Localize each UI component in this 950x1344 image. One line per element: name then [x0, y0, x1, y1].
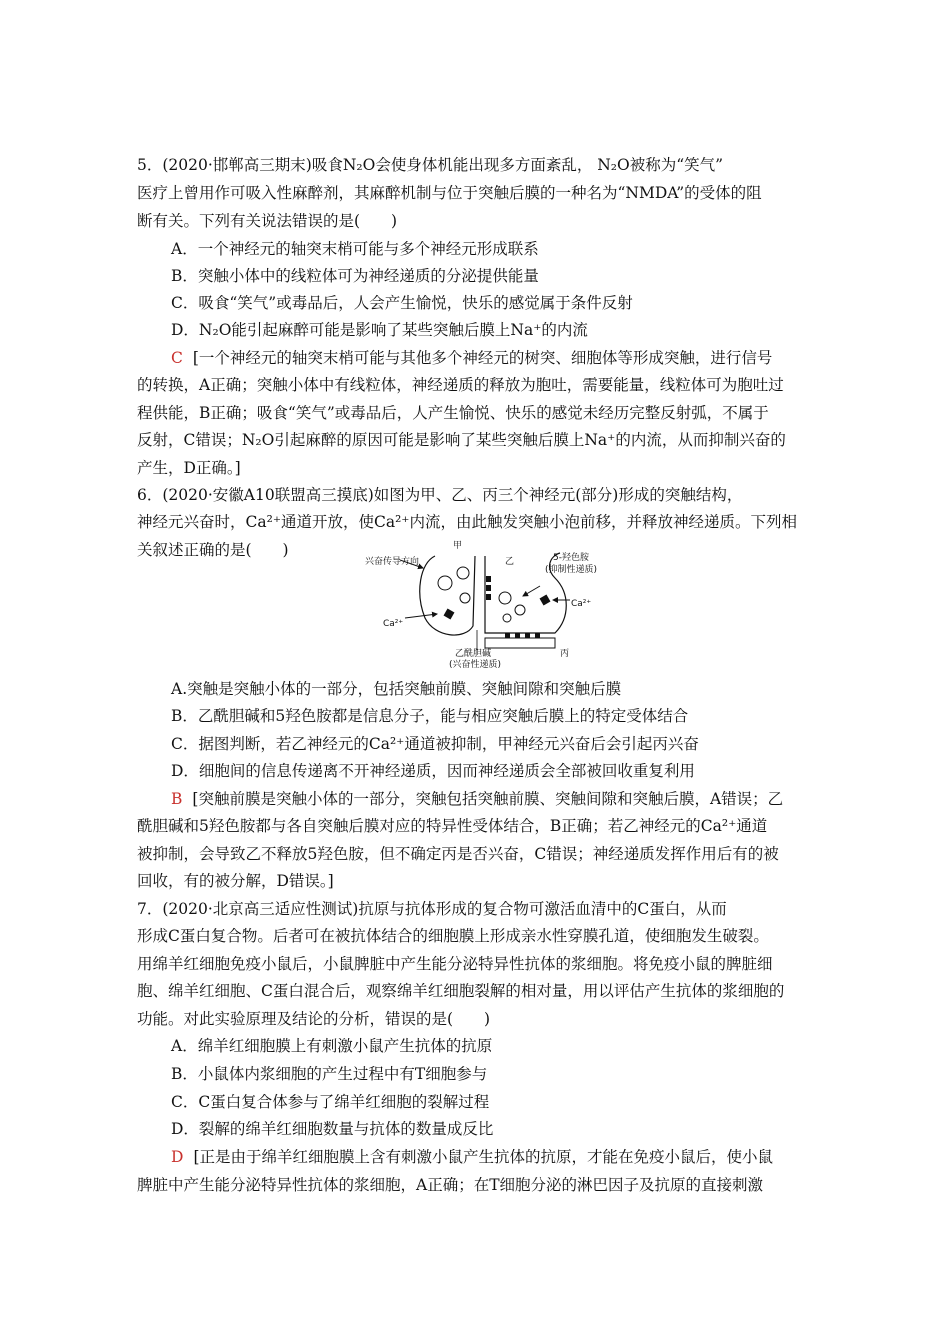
q7-answer-letter: D — [171, 1148, 184, 1166]
label-direction: 兴奋传导方向 — [365, 557, 420, 567]
q7-option-d: D．裂解的绵羊红细胞数量与抗体的数量成反比 — [171, 1120, 494, 1138]
label-ca-left: Ca²⁺ — [383, 619, 404, 629]
q6-answer-letter: B — [171, 790, 183, 808]
vesicle — [438, 576, 452, 590]
q6-option-b: B．乙酰胆碱和5羟色胺都是信息分子，能与相应突触后膜上的特定受体结合 — [171, 707, 689, 725]
q6-explanation: [突触前膜是突触小体的一部分，突触包括突触前膜、突触间隙和突触后膜，A错误；乙 — [192, 790, 784, 808]
receptor — [515, 633, 520, 638]
receptor — [525, 633, 530, 638]
label-bing: 丙 — [560, 649, 570, 659]
q7-stem-line: 功能。对此实验原理及结论的分析，错误的是( ) — [137, 1010, 491, 1028]
receptor — [486, 576, 491, 582]
q6-answer-line — [171, 789, 861, 809]
q5-option-d: D．N₂O能引起麻醉可能是影响了某些突触后膜上Na⁺的内流 — [171, 321, 588, 339]
q5-explanation-line: 的转换，A正确；突触小体中有线粒体，神经递质的释放为胞吐，需要能量，线粒体可为胞吐过 — [137, 376, 784, 394]
receptor — [505, 633, 510, 638]
receptor — [486, 594, 491, 600]
label-yi: 乙 — [505, 557, 515, 567]
q5-option-b: B．突触小体中的线粒体可为神经递质的分泌提供能量 — [171, 267, 539, 285]
q7-stem-line: 7．(2020·北京高三适应性测试)抗原与抗体形成的复合物可激活血清中的C蛋白，从而 — [137, 900, 727, 918]
ca-arrow-left — [405, 614, 437, 618]
q6-stem-line: 6．(2020·安徽A10联盟高三摸底)如图为甲、乙、丙三个神经元(部分)形成的突触结构， — [137, 486, 743, 504]
q7-option-c: C．C蛋白复合体参与了绵羊红细胞的裂解过程 — [171, 1093, 490, 1111]
label-ach: 乙酰胆碱 — [455, 649, 492, 659]
label-ca-right: Ca²⁺ — [571, 599, 592, 609]
q5-explanation-line: 产生，D正确。] — [137, 459, 241, 477]
q5-explanation: [一个神经元的轴突末梢可能与其他多个神经元的树突、细胞体等形成突触，进行信号 — [192, 349, 773, 367]
receptor — [486, 585, 491, 591]
q5-explanation-line: 反射，C错误；N₂O引起麻醉的原因可能是影响了某些突触后膜上Na⁺的内流，从而抑制兴奋的 — [137, 431, 786, 449]
ca-channel — [540, 595, 551, 606]
q7-explanation-line: 脾脏中产生能分泌特异性抗体的浆细胞，A正确；在T细胞分泌的淋巴因子及抗原的直接刺激 — [137, 1176, 764, 1194]
label-5ht: 5-羟色胺 — [553, 553, 589, 563]
5ht-arrow — [523, 586, 540, 596]
label-jia: 甲 — [453, 541, 463, 551]
vesicle — [503, 614, 511, 622]
vesicle — [515, 605, 525, 615]
q7-option-a: A．绵羊红细胞膜上有刺激小鼠产生抗体的抗原 — [171, 1037, 493, 1055]
q6-option-d: D．细胞间的信息传递离不开神经递质，因而神经递质会全部被回收重复利用 — [171, 762, 695, 780]
q5-stem-line: 医疗上曾用作可吸入性麻醉剂，其麻醉机制与位于突触后膜的一种名为“NMDA”的受体的阻 — [137, 184, 762, 202]
q7-answer-line — [171, 1147, 861, 1167]
q5-stem-line: 断有关。下列有关说法错误的是( ) — [137, 212, 398, 230]
q7-explanation: [正是由于绵羊红细胞膜上含有刺激小鼠产生抗体的抗原，才能在免疫小鼠后，使小鼠 — [193, 1148, 773, 1166]
q6-explanation-line: 被抑制，会导致乙不释放5羟色胺，但不确定丙是否兴奋，C错误；神经递质发挥作用后有的被 — [137, 845, 779, 863]
q7-stem-line: 用绵羊红细胞免疫小鼠后，小鼠脾脏中产生能分泌特异性抗体的浆细胞。将免疫小鼠的脾脏细 — [137, 955, 773, 973]
label-ach-note: (兴奋性递质) — [449, 660, 502, 670]
q7-stem-line: 胞、绵羊红细胞、C蛋白混合后，观察绵羊红细胞裂解的相对量，用以评估产生抗体的浆细胞的 — [137, 982, 785, 1000]
ca-channel — [444, 609, 455, 620]
vesicle — [460, 593, 470, 603]
label-5ht-note: (抑制性递质) — [545, 565, 598, 575]
q6-option-c: C．据图判断，若乙神经元的Ca²⁺通道被抑制，甲神经元兴奋后会引起丙兴奋 — [171, 735, 699, 753]
q5-option-c: C．吸食“笑气”或毒品后，人会产生愉悦，快乐的感觉属于条件反射 — [171, 294, 633, 312]
q6-stem-line: 关叙述正确的是( ) — [137, 541, 289, 559]
q6-explanation-line: 回收，有的被分解，D错误。] — [137, 872, 334, 890]
q5-option-a: A．一个神经元的轴突末梢可能与多个神经元形成联系 — [171, 240, 539, 258]
receptor — [535, 633, 540, 638]
q5-stem-line: 5．(2020·邯郸高三期末)吸食N₂O会使身体机能出现多方面紊乱， N₂O被称为“笑气” — [137, 156, 724, 174]
neuron-bing-membrane — [485, 638, 555, 648]
q5-answer-line — [171, 348, 861, 368]
q5-answer-letter: C — [171, 349, 183, 367]
q5-explanation-line: 程供能，B正确；吸食“笑气”或毒品后，人产生愉悦、快乐的感觉未经历完整反射弧，不属于 — [137, 404, 769, 422]
synapse-diagram — [365, 538, 610, 670]
q6-stem-line: 神经元兴奋时，Ca²⁺通道开放，使Ca²⁺内流，由此触发突触小泡前移，并释放神经递质。下列相 — [137, 513, 797, 531]
q6-explanation-line: 酰胆碱和5羟色胺都与各自突触后膜对应的特异性受体结合，B正确；若乙神经元的Ca²⁺通道 — [137, 817, 768, 835]
q6-option-a: A.突触是突触小体的一部分，包括突触前膜、突触间隙和突触后膜 — [171, 680, 622, 698]
vesicle — [499, 592, 511, 604]
q7-stem-line: 形成C蛋白复合物。后者可在被抗体结合的细胞膜上形成亲水性穿膜孔道，使细胞发生破裂。 — [137, 927, 769, 945]
vesicle — [457, 567, 469, 579]
q7-option-b: B．小鼠体内浆细胞的产生过程中有T细胞参与 — [171, 1065, 488, 1083]
